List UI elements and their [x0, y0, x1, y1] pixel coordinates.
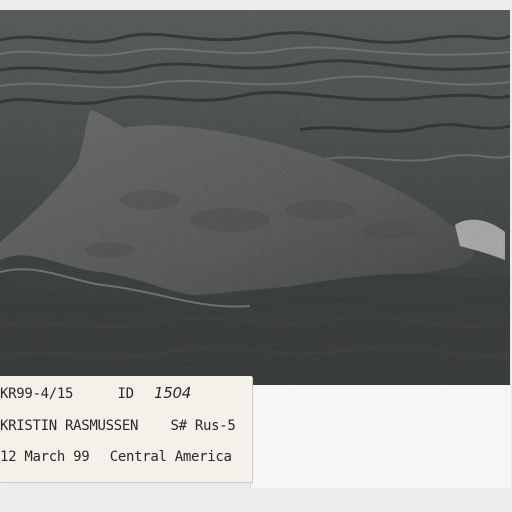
survey-code: KR99-4/15 — [0, 386, 74, 402]
label-line-2 — [0, 418, 236, 434]
photographer-name: KRISTIN RASMUSSEN — [0, 418, 139, 434]
id-prefix: ID — [117, 386, 134, 402]
photo-backing-paper — [250, 385, 511, 488]
roll-number: S# Rus-5 — [170, 418, 236, 434]
label-line-1 — [0, 384, 191, 402]
photo-label-card — [0, 376, 252, 482]
whale-photograph — [0, 10, 510, 388]
photo-date: 12 March 99 — [0, 449, 90, 465]
photo-location: Central America — [109, 449, 232, 465]
id-value: 1504 — [154, 384, 191, 402]
whale-photo-svg — [0, 10, 510, 388]
label-line-3 — [0, 449, 232, 465]
